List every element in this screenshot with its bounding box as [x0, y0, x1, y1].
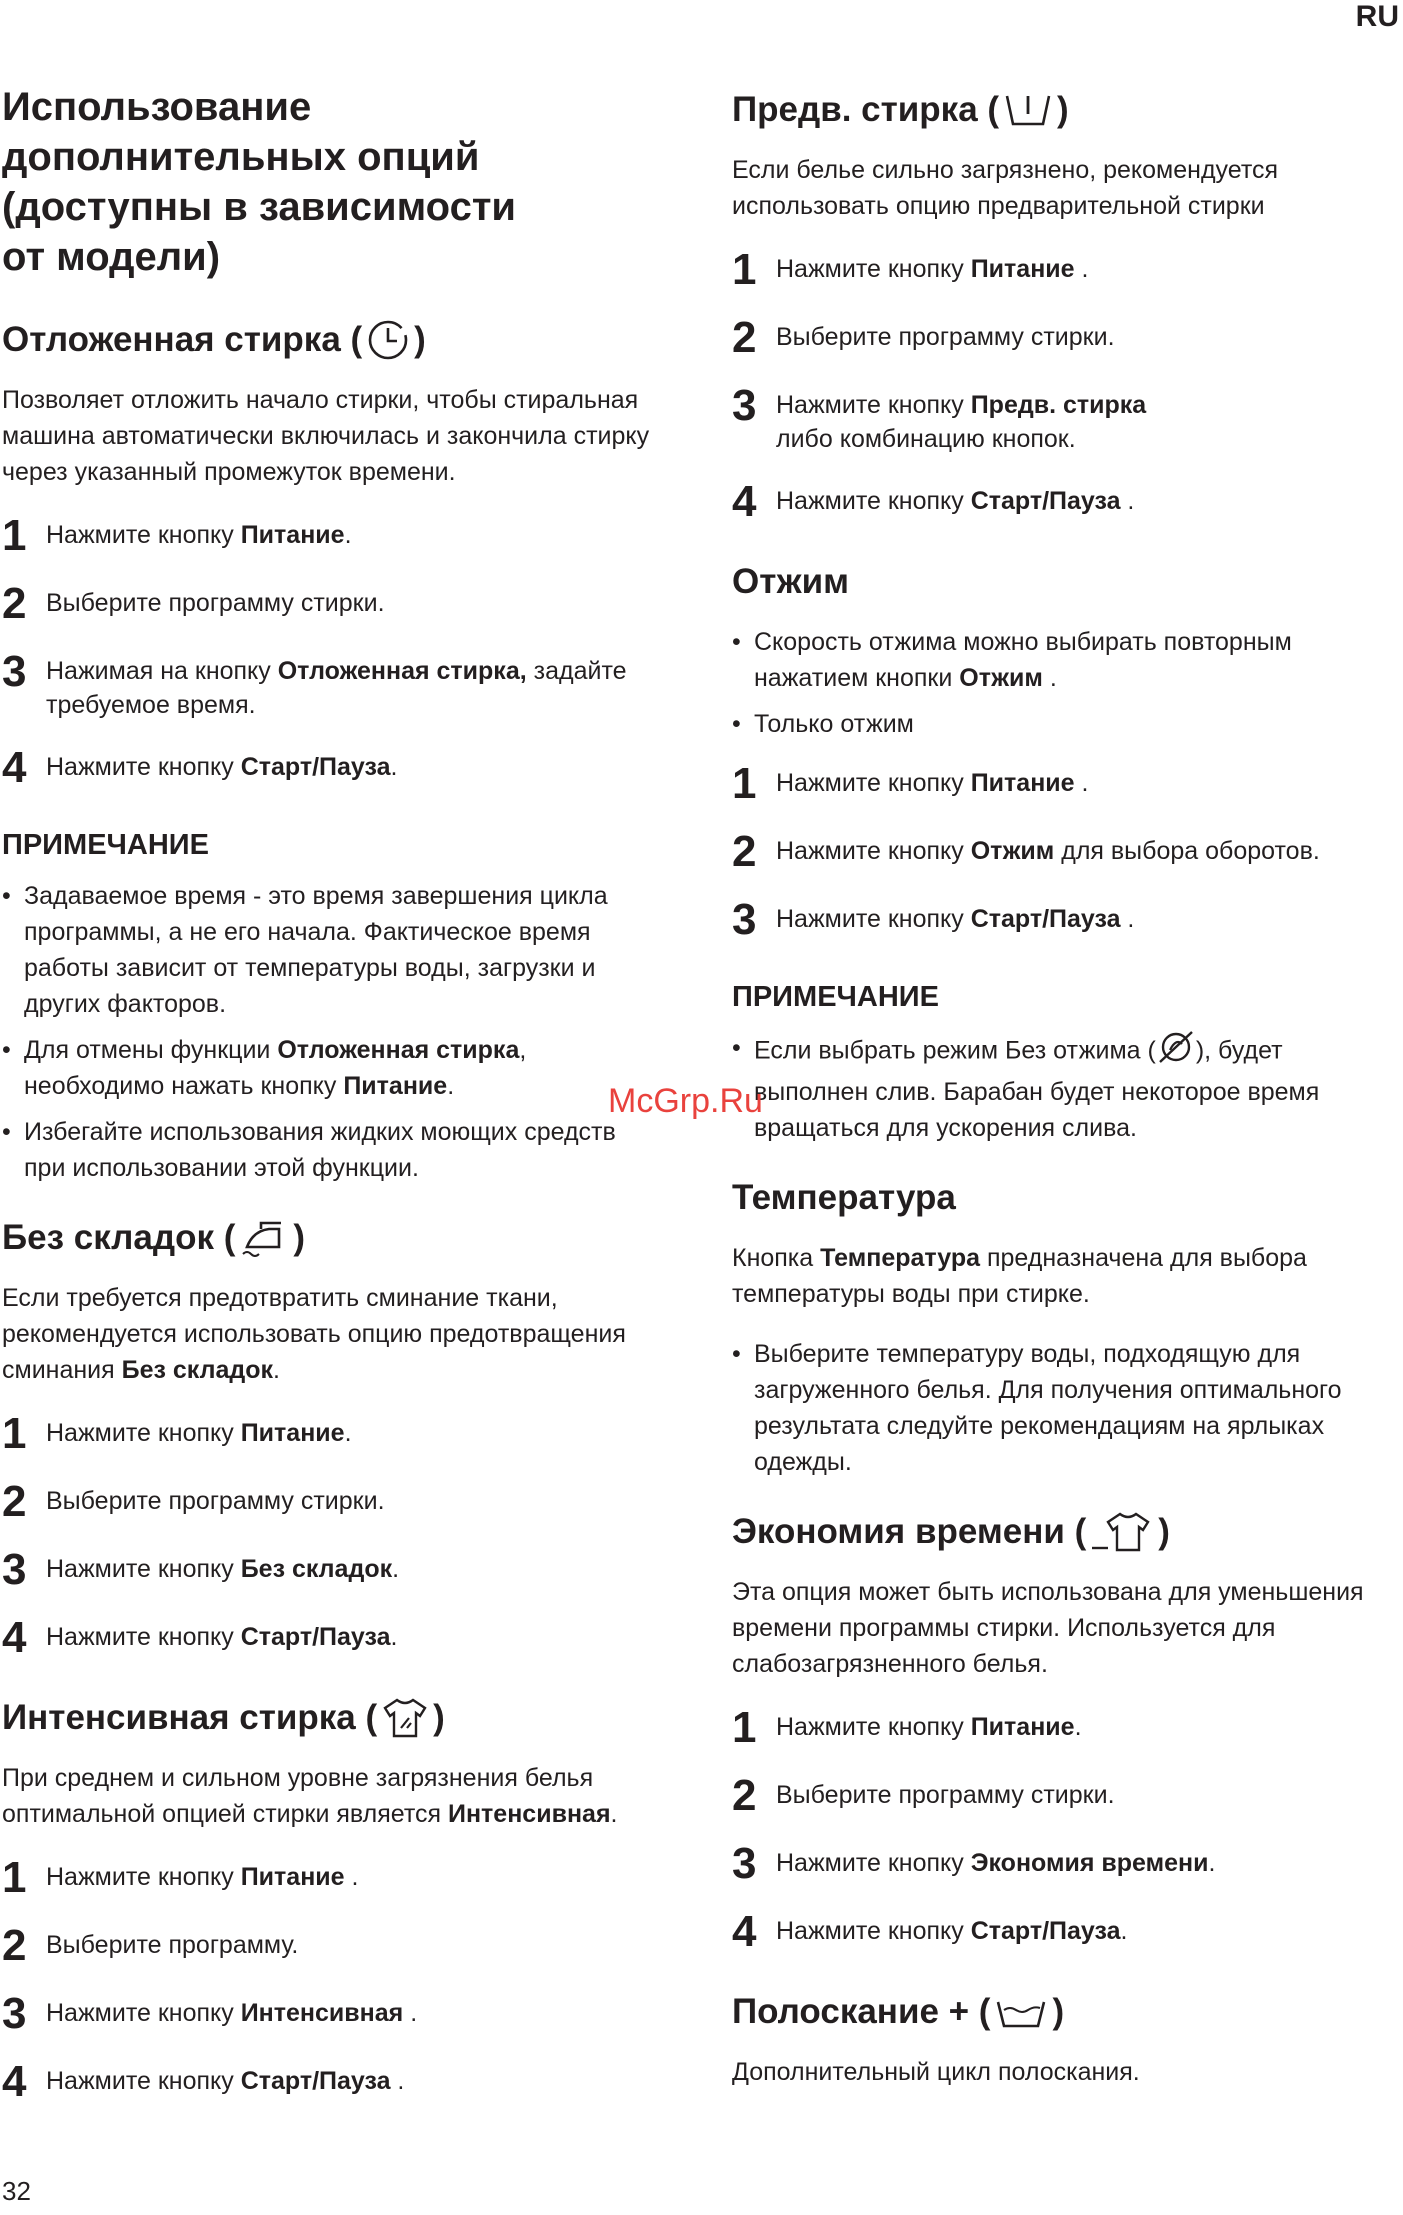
step-number: 3 — [2, 1545, 27, 1594]
step-number: 1 — [2, 1409, 27, 1458]
delay-notes — [2, 878, 662, 1186]
step — [732, 759, 1372, 808]
step — [2, 1477, 662, 1526]
rinse-basin-icon — [994, 1992, 1048, 2032]
section-crease — [2, 1216, 662, 1660]
step-text: Выберите программу стирки. — [46, 589, 385, 617]
step — [732, 827, 1372, 876]
bullet-item: • Выберите температуру воды, подходящую для загруженного белья. Для получения оптимального результата следуйте рекомендациям на ярлыках одежды. — [732, 1336, 1372, 1480]
heading-paren: ) — [293, 1218, 306, 1257]
step-number: 1 — [732, 1703, 757, 1752]
bullet-item: • Только отжим — [732, 706, 1372, 742]
section-crease-intro: Если требуется предотвратить сминание ткани, рекомендуется использовать опцию предотвращения сминания Без складок. — [2, 1284, 626, 1384]
heading-text: Отложенная стирка ( — [2, 320, 363, 359]
step-number: 4 — [2, 2057, 27, 2106]
step — [2, 579, 662, 628]
heading-text: Экономия времени ( — [732, 1512, 1087, 1551]
step — [2, 1989, 662, 2038]
step — [2, 2057, 662, 2106]
step — [2, 1613, 662, 1662]
step-text: Нажмите кнопку Старт/Пауза. — [46, 1623, 398, 1651]
step-text: Нажмите кнопку Старт/Пауза . — [776, 487, 1135, 515]
step-text: Нажмите кнопку Питание . — [46, 1863, 359, 1891]
step — [2, 1921, 662, 1970]
shirt-timesave-icon — [1090, 1510, 1154, 1554]
step-text: Нажмите кнопку Отжим для выбора оборотов. — [776, 837, 1320, 865]
heading-paren: ) — [1158, 1512, 1170, 1551]
iron-icon — [239, 1217, 289, 1259]
step-text: Нажмите кнопку Старт/Пауза . — [46, 2067, 405, 2095]
no-spin-icon — [1156, 1030, 1196, 1074]
step-text: Выберите программу стирки. — [776, 323, 1115, 351]
section-prewash-heading — [732, 88, 1372, 132]
heading-paren: ) — [1052, 1992, 1065, 2031]
step — [732, 895, 1372, 944]
section-prewash — [732, 88, 1372, 524]
page-title: Использование дополнительных опций (доступны в зависимости от модели) — [2, 85, 517, 279]
step-number: 3 — [2, 647, 27, 696]
step-text: Выберите программу стирки. — [46, 1487, 385, 1515]
spin-steps — [732, 759, 1372, 944]
bullet-item: • Скорость отжима можно выбирать повторным нажатием кнопки Отжим . — [732, 624, 1372, 696]
timesave-steps — [732, 1703, 1372, 1956]
step-number: 2 — [2, 1477, 27, 1526]
crease-steps — [2, 1409, 662, 1662]
heading-paren: ) — [414, 320, 426, 359]
step — [2, 647, 662, 722]
step-number: 3 — [2, 1989, 27, 2038]
step-number: 2 — [732, 827, 757, 876]
step-text: Нажмите кнопку Питание. — [46, 1419, 352, 1447]
note-item: • Задаваемое время - это время завершения цикла программы, а не его начала. Фактическое время работы зависит от температуры воды, загрузки и других факторов. — [2, 878, 662, 1022]
step — [732, 313, 1372, 362]
step-number: 4 — [732, 477, 757, 526]
section-temperature-intro: Кнопка Температура предназначена для выбора температуры воды при стирке. — [732, 1244, 1307, 1308]
page-number: 32 — [2, 2176, 31, 2206]
step-text: Нажимая на кнопку Отложенная стирка, задайте требуемое время. — [46, 657, 627, 719]
step — [732, 1839, 1372, 1888]
step-text: Нажмите кнопку Старт/Пауза. — [776, 1917, 1128, 1945]
step-text: Нажмите кнопку Старт/Пауза. — [46, 753, 398, 781]
left-column — [2, 82, 662, 2140]
note-item: • Если выбрать режим Без отжима ( ), будет выполнен слив. Барабан будет некоторое время вращаться для ускорения слива. — [732, 1030, 1372, 1146]
watermark: McGrp.Ru — [608, 1082, 763, 1120]
spin-notes — [732, 1030, 1372, 1146]
step-number: 2 — [732, 313, 757, 362]
spin-bullets — [732, 624, 1372, 742]
step-number: 1 — [2, 1853, 27, 1902]
step-number: 3 — [732, 381, 757, 430]
step-text: Выберите программу. — [46, 1931, 299, 1959]
heading-paren: ) — [433, 1698, 445, 1737]
step — [732, 1703, 1372, 1752]
prewash-basin-icon — [1003, 90, 1053, 130]
step-text: Выберите программу стирки. — [776, 1781, 1115, 1809]
section-delay-intro: Позволяет отложить начало стирки, чтобы стиральная машина автоматически включилась и закончила стирку через указанный промежуток времени. — [2, 386, 650, 486]
section-temperature-heading: Температура — [732, 1178, 956, 1217]
section-rinse-heading — [732, 1990, 1372, 2034]
step-number: 3 — [732, 1839, 757, 1888]
step-number: 2 — [732, 1771, 757, 1820]
temperature-bullets — [732, 1336, 1372, 1480]
step — [2, 1853, 662, 1902]
section-timesave-intro: Эта опция может быть использована для уменьшения времени программы стирки. Используется для слабозагрязненного белья. — [732, 1578, 1364, 1678]
language-label: RU — [1355, 0, 1399, 33]
clock-icon — [366, 318, 410, 362]
step-number: 4 — [2, 743, 27, 792]
step-number: 1 — [732, 245, 757, 294]
note-item: • Избегайте использования жидких моющих средств при использовании этой функции. — [2, 1114, 662, 1186]
step-number: 3 — [732, 895, 757, 944]
section-intensive-intro: При среднем и сильном уровне загрязнения белья оптимальной опцией стирки является Интенсивная. — [2, 1764, 618, 1828]
step — [2, 743, 662, 792]
section-timesave — [732, 1510, 1372, 1954]
section-rinse — [732, 1990, 1372, 2090]
step-text: Нажмите кнопку Экономия времени. — [776, 1849, 1216, 1877]
delay-steps — [2, 511, 662, 792]
note-item: • Для отмены функции Отложенная стирка, необходимо нажать кнопку Питание. — [2, 1032, 662, 1104]
intensive-steps — [2, 1853, 662, 2106]
step — [2, 1545, 662, 1594]
prewash-steps — [732, 245, 1372, 526]
section-temperature — [732, 1176, 1372, 1480]
step — [732, 1907, 1372, 1956]
heading-text: Без складок ( — [2, 1218, 236, 1257]
step-text: Нажмите кнопку Питание . — [776, 255, 1089, 283]
section-prewash-intro: Если белье сильно загрязнено, рекомендуется использовать опцию предварительной стирки — [732, 156, 1279, 220]
heading-text: Полоскание + ( — [732, 1992, 991, 2031]
step-text: Нажмите кнопку Старт/Пауза . — [776, 905, 1135, 933]
step-number: 4 — [2, 1613, 27, 1662]
step-text: Нажмите кнопку Без складок. — [46, 1555, 400, 1583]
shirt-intensive-icon — [381, 1696, 429, 1740]
step — [2, 511, 662, 560]
note-title: ПРИМЕЧАНИЕ — [2, 829, 209, 861]
step-number: 1 — [732, 759, 757, 808]
step — [732, 1771, 1372, 1820]
step-number: 2 — [2, 1921, 27, 1970]
step — [732, 477, 1372, 526]
step — [2, 1409, 662, 1458]
step — [732, 381, 1372, 456]
step — [732, 245, 1372, 294]
section-delay — [2, 318, 662, 1186]
section-delay-heading — [2, 318, 662, 362]
step-text: Нажмите кнопку Питание. — [46, 521, 352, 549]
section-intensive-heading — [2, 1696, 662, 1740]
step-text: Нажмите кнопку Интенсивная . — [46, 1999, 418, 2027]
section-spin-heading: Отжим — [732, 562, 850, 601]
step-text: Нажмите кнопку Предв. стирка либо комбинацию кнопок. — [776, 391, 1147, 453]
heading-paren: ) — [1057, 90, 1069, 129]
section-crease-heading — [2, 1216, 662, 1260]
step-text: Нажмите кнопку Питание . — [776, 769, 1089, 797]
right-column — [732, 88, 1372, 2114]
step-number: 4 — [732, 1907, 757, 1956]
section-intensive — [2, 1696, 662, 2104]
step-number: 2 — [2, 579, 27, 628]
section-timesave-heading — [732, 1510, 1372, 1554]
step-number: 1 — [2, 511, 27, 560]
heading-text: Интенсивная стирка ( — [2, 1698, 378, 1737]
section-rinse-intro: Дополнительный цикл полоскания. — [732, 2058, 1140, 2086]
section-spin — [732, 560, 1372, 1146]
step-text: Нажмите кнопку Питание. — [776, 1713, 1082, 1741]
note-title: ПРИМЕЧАНИЕ — [732, 981, 939, 1013]
heading-text: Предв. стирка ( — [732, 90, 1000, 129]
